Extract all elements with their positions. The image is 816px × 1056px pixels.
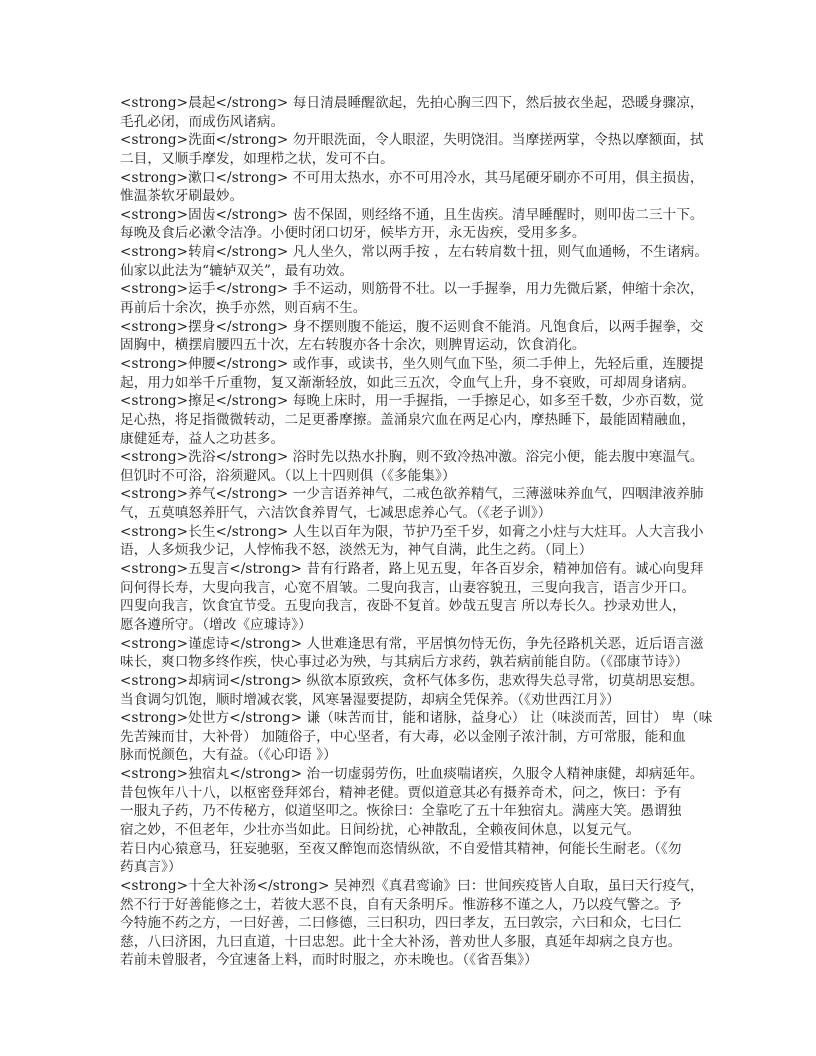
text-line: 固胸中，横摆肩腰四五十次，左右转腹亦各十余次，则脾胃运动，饮食消化。 — [120, 337, 586, 354]
paragraph — [120, 280, 720, 317]
paragraph — [120, 523, 720, 560]
text-line: <strong>养气</strong> 一少言语养神气，二戒色欲养精气，三薄滋味养血气，四咽津液养肺 — [120, 486, 704, 503]
paragraph — [120, 243, 720, 280]
text-line: 毛孔必闭，而成伤风诸病。 — [120, 113, 285, 130]
text-line: 昔包恢年八十八，以枢密登拜郊台，精神老健。贾似道意其必有摄养奇术，问之，恢曰：予有 — [120, 784, 682, 801]
text-line: 二目，又顺手摩发，如理栉之状，发可不白。 — [120, 150, 394, 167]
text-line: <strong>晨起</strong> 每日清晨睡醒欲起，先拍心胸三四下，然后披衣坐起，恐暖身骤凉， — [120, 95, 704, 111]
paragraph — [120, 169, 720, 206]
text-line: 再前后十余次，换手亦然，则百病不生。 — [120, 300, 367, 317]
text-line: <strong>擦足</strong> 每晚上床时，用一手握指，一手擦足心，如多至千数，少亦百数，觉 — [120, 393, 704, 410]
text-line: <strong>十全大补汤</strong> 吴神烈《真君鸾谕》曰：世间疾疫皆人自取，虽曰天行疫气， — [120, 877, 704, 894]
text-line: 药真言》） — [120, 859, 182, 876]
text-line: 若前未曾服者，今宜速备上料，而时时服之，亦未晚也。（《省吾集》） — [120, 952, 538, 969]
paragraph — [120, 206, 720, 243]
text-line: 但饥时不可浴，浴须避风。（以上十四则俱（《多能集》） — [120, 467, 456, 484]
paragraph — [120, 877, 720, 970]
paragraph — [120, 355, 720, 392]
text-line: 仙家以此法为“辘轳双关”，最有功效。 — [120, 262, 354, 279]
text-line: <strong>转肩</strong> 凡人坐久，常以两手按 ，左右转肩数十扭，则气血通畅，不生诸病。 — [120, 244, 709, 261]
text-line: 然不行于好善能修之士，若彼大恶不良，自有天条明斥。惟游移不谨之人，乃以疫气警之。予 — [120, 896, 682, 913]
paragraph — [120, 392, 720, 448]
text-line: 当食调匀饥饱，顺时增减衣裳，风寒暑湿要提防，却病全凭保养。（《劝世西江月》） — [120, 691, 620, 708]
text-line: 惟温茶软牙刷最妙。 — [120, 188, 244, 205]
text-line: 若日内心猿意马，狂妄驰驱，至夜又醉饱而恣情纵欲，不自爱惜其精神，何能长生耐老。（《勿 — [120, 840, 682, 857]
text-line: <strong>谨虑诗</strong> 人世难逢思有常，平居慎勿恃无伤，争先径路机关恶，近后语言滋 — [120, 635, 704, 652]
text-line: 问何得长寿，大叟向我言，心宽不眉皱。二叟向我言，山妻容貌丑，三叟向我言，语言少开口。 — [120, 579, 696, 596]
text-line: 先苦辣而甘，大补骨） 加随俗子，中心坚者，有大毒，必以金刚子浓汁制，方可常服，能和血 — [120, 728, 686, 745]
text-line: 气，五莫嗔怒养肝气，六洁饮食养胃气，七减思虑养心气。（《老子训》） — [120, 505, 552, 522]
text-line: <strong>摆身</strong> 身不摆则腹不能运，腹不运则食不能消。凡饱食后，以两手握拳，交 — [120, 318, 704, 335]
text-line: <strong>却病词</strong> 纵欲本原致疾，贪杯气体多伤，悲欢得失总寻常，切莫胡思妄想。 — [120, 672, 704, 689]
text-line: <strong>固齿</strong> 齿不保固，则经络不通，且生齿疾。清早睡醒时，则叩齿二三十下。 — [120, 206, 704, 223]
text-line: 一服丸子药，乃不传秘方，似道坚叩之。恢徐曰：全靠吃了五十年独宿丸。满座大笑。愚谓独 — [120, 803, 682, 820]
paragraph — [120, 448, 720, 485]
text-line: 每晚及食后必漱令洁净。小便时闭口切牙，候毕方开，永无齿疾，受用多多。 — [120, 225, 586, 242]
text-line: <strong>独宿丸</strong> 治一切虚弱劳伤，吐血痰喘诸疾，久服令人精神康健，却病延年。 — [120, 766, 704, 783]
text-line: <strong>洗面</strong> 勿开眼洗面，令人眼涩，失明饶泪。当摩搓两掌，令热以摩额面，拭 — [120, 132, 704, 149]
text-line: <strong>处世方</strong> 谦（味苦而甘，能和诸脉，益身心） 让（味淡而苦，回甘） 卑（味 — [120, 710, 713, 727]
paragraph — [120, 318, 720, 355]
paragraph — [120, 94, 720, 131]
text-line: 脉而悦颜色，大有益。（《心印语 》） — [120, 747, 337, 764]
text-line: 慈，八曰济困，九曰直道，十曰忠恕。此十全大补汤，普劝世人多服，真延年却病之良方也。 — [120, 933, 682, 950]
paragraph — [120, 635, 720, 672]
text-line: 四叟向我言，饮食宜节受。五叟向我言，夜卧不复首。妙哉五叟言 所以寿长久。抄录劝世人， — [120, 598, 686, 615]
text-line: 起，用力如举千斤重物，复又渐渐轻放，如此三五次，令血气上升，身不衰败，可却周身诸病。 — [120, 374, 696, 391]
document-body — [120, 94, 720, 970]
text-line: 宿之妙，不但老年，少壮亦当如此。日间纷扰，心神散乱，全赖夜间休息，以复元气。 — [120, 821, 641, 838]
paragraph — [120, 131, 720, 168]
text-line: <strong>运手</strong> 手不运动，则筋骨不壮。以一手握拳，用力先微后紧，伸缩十余次， — [120, 281, 704, 298]
text-line: <strong>洗浴</strong> 浴时先以热水扑胸，则不致冷热冲激。浴完小便，能去腹中寒温气。 — [120, 449, 704, 466]
text-line: <strong>五叟言</strong> 昔有行路者，路上见五叟，年各百岁余，精神加倍有。诚心向叟拜 — [120, 561, 704, 578]
text-line: <strong>伸腰</strong> 或作事，或读书，坐久则气血下坠，须二手伸上，先轻后重，连腰提 — [120, 355, 704, 372]
text-line: <strong>漱口</strong> 不可用太热水，亦不可用冷水，其马尾硬牙刷亦不可用，俱主损齿， — [120, 169, 704, 186]
text-line: <strong>长生</strong> 人生以百年为限，节护乃至千岁，如膏之小炷与大炷耳。人大言我小 — [120, 523, 704, 540]
paragraph — [120, 485, 720, 522]
paragraph — [120, 765, 720, 877]
text-line: 康健延寿，益人之功甚多。 — [120, 430, 285, 447]
text-line: 语，人多烦我少记，人悖怖我不怒，淡然无为，神气自满，此生之药。（同上） — [120, 542, 593, 559]
text-line: 足心热，将足指微微转动，二足更番摩擦。盖涌泉穴血在两足心内，摩热睡下，最能固精融血， — [120, 411, 696, 428]
paragraph — [120, 709, 720, 765]
paragraph — [120, 560, 720, 635]
text-line: 愿各遵所守。（增改《应璩诗》） — [120, 616, 312, 633]
text-line: 今特施不药之方，一曰好善，二曰修德，三曰积功，四曰孝友，五曰敦宗，六曰和众，七曰仁 — [120, 915, 682, 932]
paragraph — [120, 672, 720, 709]
text-line: 味长，爽口物多终作疾，快心事过必为殃，与其病后方求药，孰若病前能自防。（《邵康节诗》） — [120, 654, 689, 671]
